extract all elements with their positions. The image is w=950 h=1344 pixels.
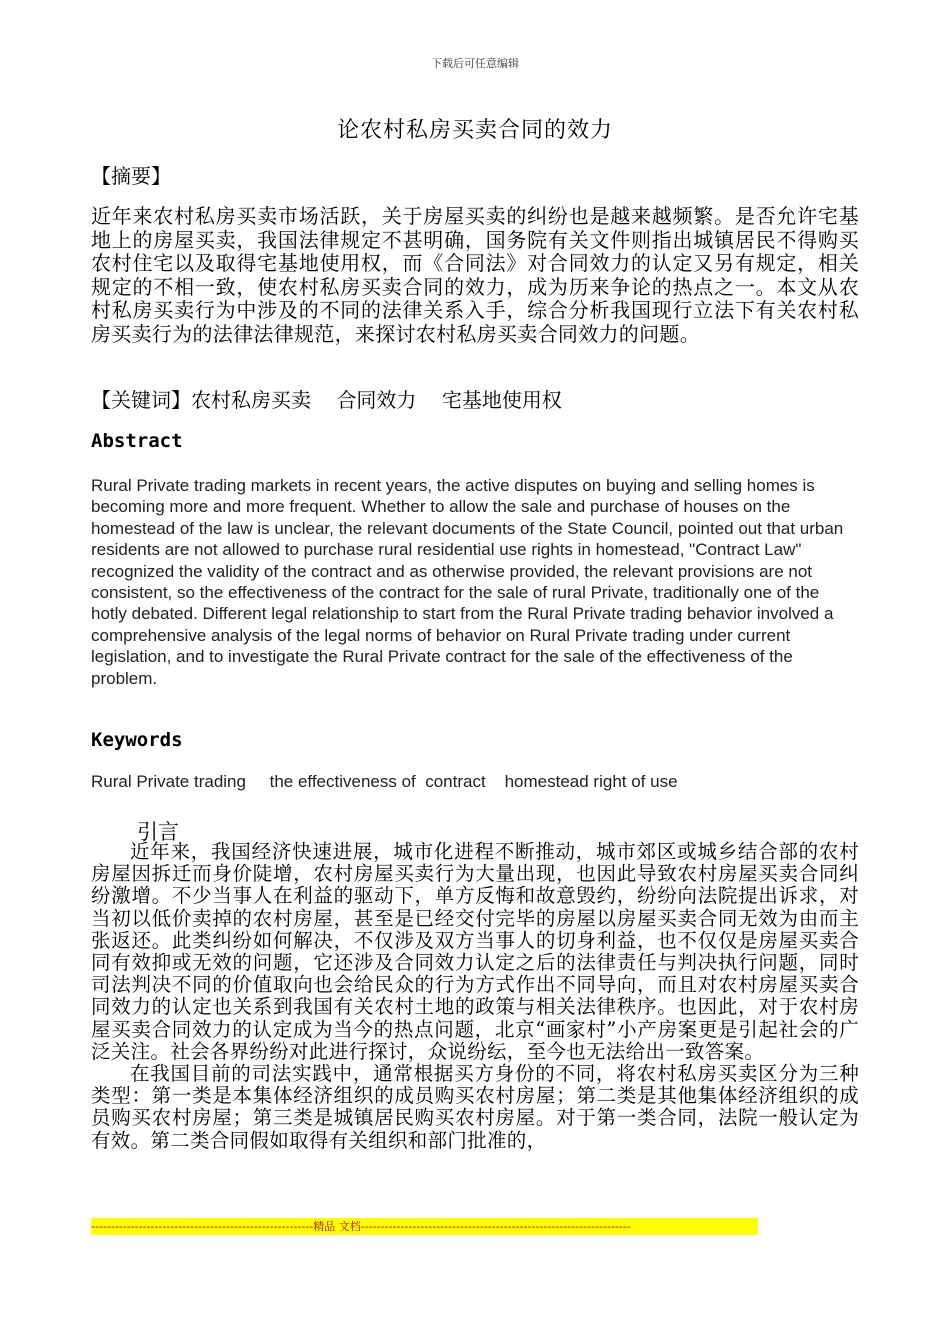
keywords-cn: [91, 384, 562, 413]
footer-highlight-bar: [91, 1218, 758, 1235]
paragraph: 在我国目前的司法实践中，通常根据买方身份的不同，将农村私房买卖区分为三种类型：第一类是本集体经济组织的成员购买农村房屋；第二类是其他集体经济组织的成员购买农村房屋；第三类是城镇居民购买农村房屋。对于第一类合同，法院一般认定为有效。第二类合同假如取得有关组织和部门批准的，: [91, 1062, 859, 1152]
introduction-heading: 引言: [137, 820, 179, 844]
keyword-en-item: Rural Private trading: [91, 772, 246, 791]
document-title: 论农村私房买卖合同的效力: [336, 118, 613, 143]
keywords-en-heading: Keywords: [91, 729, 183, 751]
keyword-en-item: homestead right of use: [504, 772, 678, 791]
abstract-cn-text: 近年来农村私房买卖市场活跃，关于房屋买卖的纠纷也是越来越频繁。是否允许宅基地上的房屋买卖，我国法律规定不甚明确，国务院有关文件则指出城镇居民不得购买农村住宅以及取得宅基地使用权，而《合同法》对合同效力的认定又另有规定，相关规定的不相一致，使农村私房买卖合同的效力，成为历来争论的热点之一。本文从农村私房买卖行为中涉及的不同的法律关系入手，综合分析我国现行立法下有关农村私房买卖行为的法律法律规范，来探讨农村私房买卖合同效力的问题。: [91, 204, 859, 346]
introduction-body: [91, 841, 859, 1152]
abstract-en-text: Rural Private trading markets in recent years, the active disputes on buying and selling homes is becoming more and more frequent. Whether to allow the sale and purchase of houses on the homestead of the law is unclear, the relevant documents of the State Council, pointed out that urban residents are not allowed to purchase rural residential use rights in homestead, "Contract Law" recognized the validity of the contract and as otherwise provided, the relevant provisions are not consistent, so the effectiveness of the contract for the sale of rural Private, traditionally one of the hotly debated. Different legal relationship to start from the Rural Private trading behavior involved a comprehensive analysis of the legal norms of behavior on Rural Private trading under current legislation, and to investigate the Rural Private contract for the sale of the effectiveness of the problem.: [91, 476, 844, 688]
abstract-cn-heading: 【摘要】: [91, 164, 171, 188]
keyword-cn-item: 农村私房买卖: [191, 388, 311, 412]
paragraph: 近年来，我国经济快速进展，城市化进程不断推动，城市郊区或城乡结合部的农村房屋因拆迁而身价陡增，农村房屋买卖行为大量出现，也因此导致农村房屋买卖合同纠纷激增。不少当事人在利益的驱动下，单方反悔和故意毁约，纷纷向法院提出诉求，对当初以低价卖掉的农村房屋，甚至是已经交付完毕的房屋以房屋买卖合同无效为由而主张返还。此类纠纷如何解决，不仅涉及双方当事人的切身利益，也不仅仅是房屋买卖合同有效抑或无效的问题，它还涉及合同效力认定之后的法律责任与判决执行问题，同时司法判决不同的价值取向也会给民众的行为方式作出不同导向，而且对农村房屋买卖合同效力的认定也关系到我国有关农村土地的政策与相关法律秩序。也因此，对于农村房屋买卖合同效力的认定成为当今的热点问题，北京“画家村”小产房案更是引起社会的广泛关注。社会各界纷纷对此进行探讨，众说纷纭，至今也无法给出一致答案。: [91, 840, 859, 1063]
footer-text: --------------------------------------------------------精品 文档--------------------------------------------------------------------: [91, 1220, 631, 1233]
header-note: 下载后可任意编辑: [431, 57, 519, 70]
keyword-cn-item: 合同效力: [336, 388, 417, 412]
abstract-en-heading: Abstract: [91, 430, 183, 452]
keyword-cn-item: 宅基地使用权: [441, 388, 562, 412]
keywords-en: [91, 772, 678, 792]
keyword-en-item: the effectiveness of contract: [269, 772, 486, 791]
keywords-cn-label: 【关键词】: [91, 388, 191, 412]
